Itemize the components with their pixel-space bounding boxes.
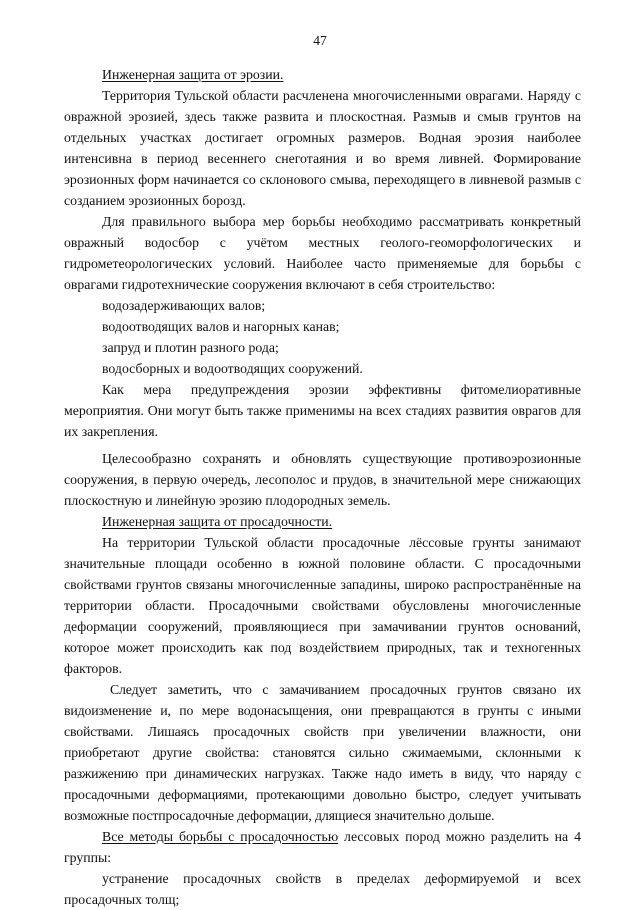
- list-item: водосборных и водоотводящих сооружений.: [102, 361, 363, 376]
- list-item: водозадерживающих валов;: [102, 298, 266, 313]
- paragraph-subsidence-properties: Следует заметить, что с замачиванием просадочных грунтов связано их видоизменение и, по мере водонасыщения, они превращаются в грунты с иными свойствами. Лишаясь просадочных свойств при увеличении влажности, они приобретают другие свойства: становятся сильно сжимаемыми, склонными к разжижению при динамических нагрузках. Также надо иметь в виду, что наряду с просадочными деформациями, протекающими довольно быстро, следует учитывать возможные постпросадочные деформации, длящиеся значительно дольше.: [64, 682, 581, 823]
- paragraph-subsidence-intro: На территории Тульской области просадочные лёссовые грунты занимают значительные площади особенно в южной половине области. С просадочными свойствами грунтов связаны многочисленные западины, широко распространённые на территории области. Просадочными свойствами обусловлены многочисленные деформации сооружений, проявляющиеся при замачивании грунтов оснований, которое может происходить как под воздействием природных, так и техногенных факторов.: [64, 535, 581, 676]
- list-item: водоотводящих валов и нагорных канав;: [102, 319, 340, 334]
- methods-underlined-text: Все методы борьбы с просадочностью: [102, 829, 339, 844]
- methods-rest-text: лессовых пород можно разделить на 4 группы:: [64, 829, 582, 865]
- heading-subsidence-protection: Инженерная защита от просадочности.: [102, 514, 333, 529]
- paragraph-subsidence-methods: [64, 826, 581, 868]
- list-item: запруд и плотин разного рода;: [102, 340, 279, 355]
- paragraph-phytomelioration: Как мера предупреждения эрозии эффективны фитомелиоративные мероприятия. Они могут быть также применимы на всех стадиях развития оврагов для их закрепления.: [64, 382, 581, 439]
- heading-erosion-protection: Инженерная защита от эрозии.: [102, 67, 284, 82]
- page-content: [64, 64, 581, 910]
- paragraph-erosion-intro: Территория Тульской области расчленена многочисленными оврагами. Наряду с овражной эрозией, здесь также развита и плоскостная. Размыв и смыв грунтов на отдельных участках достигает огромных размеров. Водная эрозия наиболее интенсивна в период весеннего снеготаяния и во время ливней. Формирование эрозионных форм начинается со склонового смыва, переходящего в ливневой размыв с созданием эрозионных борозд.: [64, 88, 581, 208]
- paragraph-erosion-measures: Для правильного выбора мер борьбы необходимо рассматривать конкретный овражный водосбор с учётом местных геолого-геоморфологических и гидрометеорологических условий. Наиболее часто применяемые для борьбы с оврагами гидротехнические сооружения включают в себя строительство:: [64, 214, 581, 292]
- page-number: 47: [313, 33, 327, 48]
- list-hydrotechnical-structures: [64, 295, 581, 379]
- paragraph-preserve-structures: Целесообразно сохранять и обновлять существующие противоэрозионные сооружения, в первую очередь, лесополос и прудов, в значительной мере снижающих плоскостную и линейную эрозию плодородных земель.: [64, 451, 581, 508]
- paragraph-eliminate-subsidence: устранение просадочных свойств в пределах деформируемой и всех просадочных толщ;: [64, 871, 581, 907]
